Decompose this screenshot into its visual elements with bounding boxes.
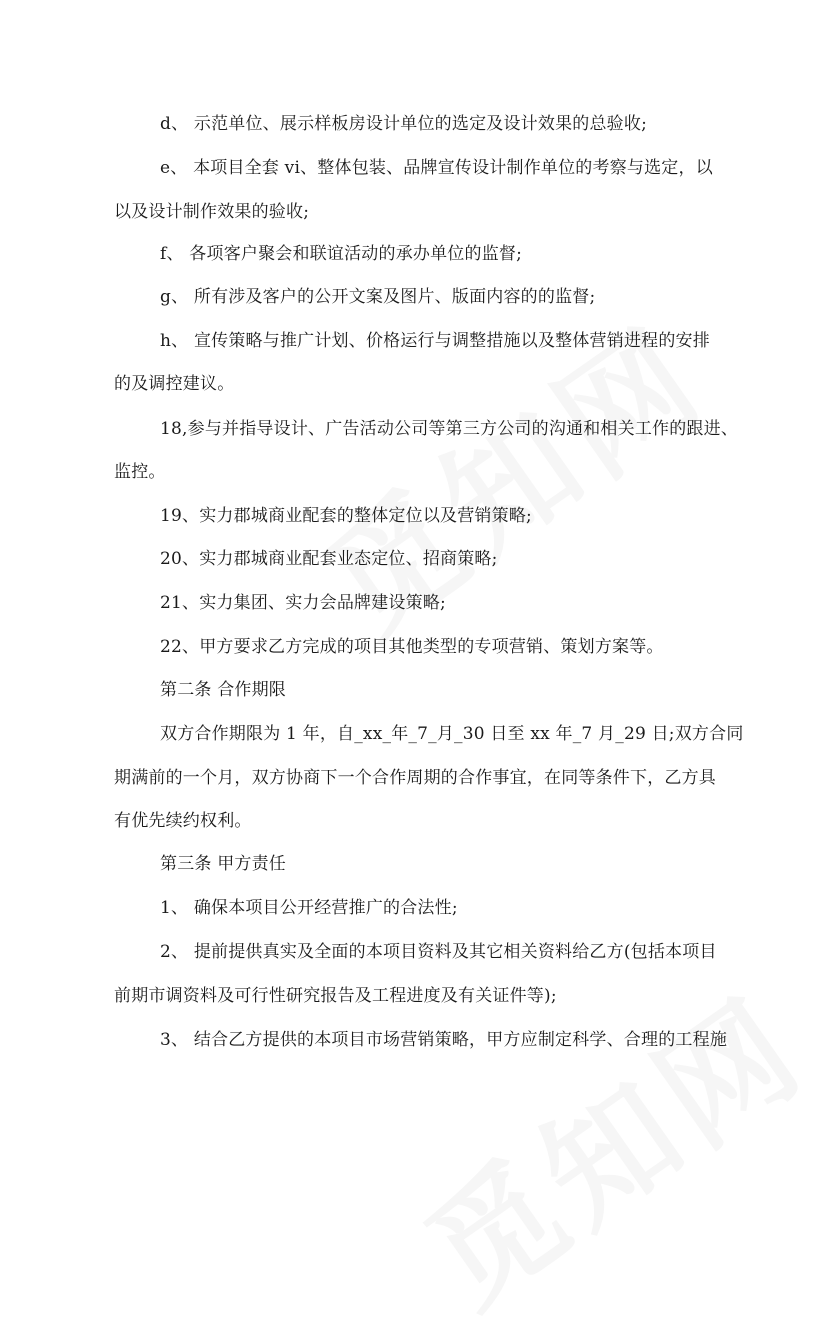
section-heading-article-2: 第二条 合作期限 [160,680,287,700]
paragraph-item-f: f、 各项客户聚会和联谊活动的承办单位的监督; [160,244,523,264]
paragraph-item-h: h、 宣传策略与推广计划、价格运行与调整措施以及整体营销进程的安排 [160,331,710,351]
section-heading-article-3: 第三条 甲方责任 [160,854,287,874]
paragraph-item-21: 21、实力集团、实力会品牌建设策略; [160,593,446,613]
paragraph-continuation: 的及调控建议。 [114,374,235,394]
paragraph-cooperation-term: 双方合作期限为 1 年，自_xx_年_7_月_30 日至 xx 年_7 月_29 日;双方合同 [160,724,744,744]
paragraph-item-1: 1、 确保本项目公开经营推广的合法性; [160,898,458,918]
paragraph-item-20: 20、实力郡城商业配套业态定位、招商策略; [160,549,498,569]
paragraph-item-g: g、 所有涉及客户的公开文案及图片、版面内容的的监督; [160,287,596,307]
paragraph-item-18: 18,参与并指导设计、广告活动公司等第三方公司的沟通和相关工作的跟进、 [160,419,739,439]
paragraph-continuation: 期满前的一个月，双方协商下一个合作周期的合作事宜，在同等条件下，乙方具 [114,768,716,788]
paragraph-item-2: 2、 提前提供真实及全面的本项目资料及其它相关资料给乙方(包括本项目 [160,942,717,962]
paragraph-continuation: 监控。 [114,462,166,482]
paragraph-continuation: 以及设计制作效果的验收; [114,202,310,222]
paragraph-item-22: 22、甲方要求乙方完成的项目其他类型的专项营销、策划方案等。 [160,637,664,657]
paragraph-item-19: 19、实力郡城商业配套的整体定位以及营销策略; [160,506,532,526]
paragraph-continuation: 前期市调资料及可行性研究报告及工程进度及有关证件等); [114,986,557,1006]
paragraph-item-3: 3、 结合乙方提供的本项目市场营销策略，甲方应制定科学、合理的工程施 [160,1030,728,1050]
paragraph-item-d: d、 示范单位、展示样板房设计单位的选定及设计效果的总验收; [160,114,648,134]
paragraph-continuation: 有优先续约权利。 [114,811,252,831]
paragraph-item-e: e、 本项目全套 vi、整体包装、品牌宣传设计制作单位的考察与选定，以 [160,158,713,178]
